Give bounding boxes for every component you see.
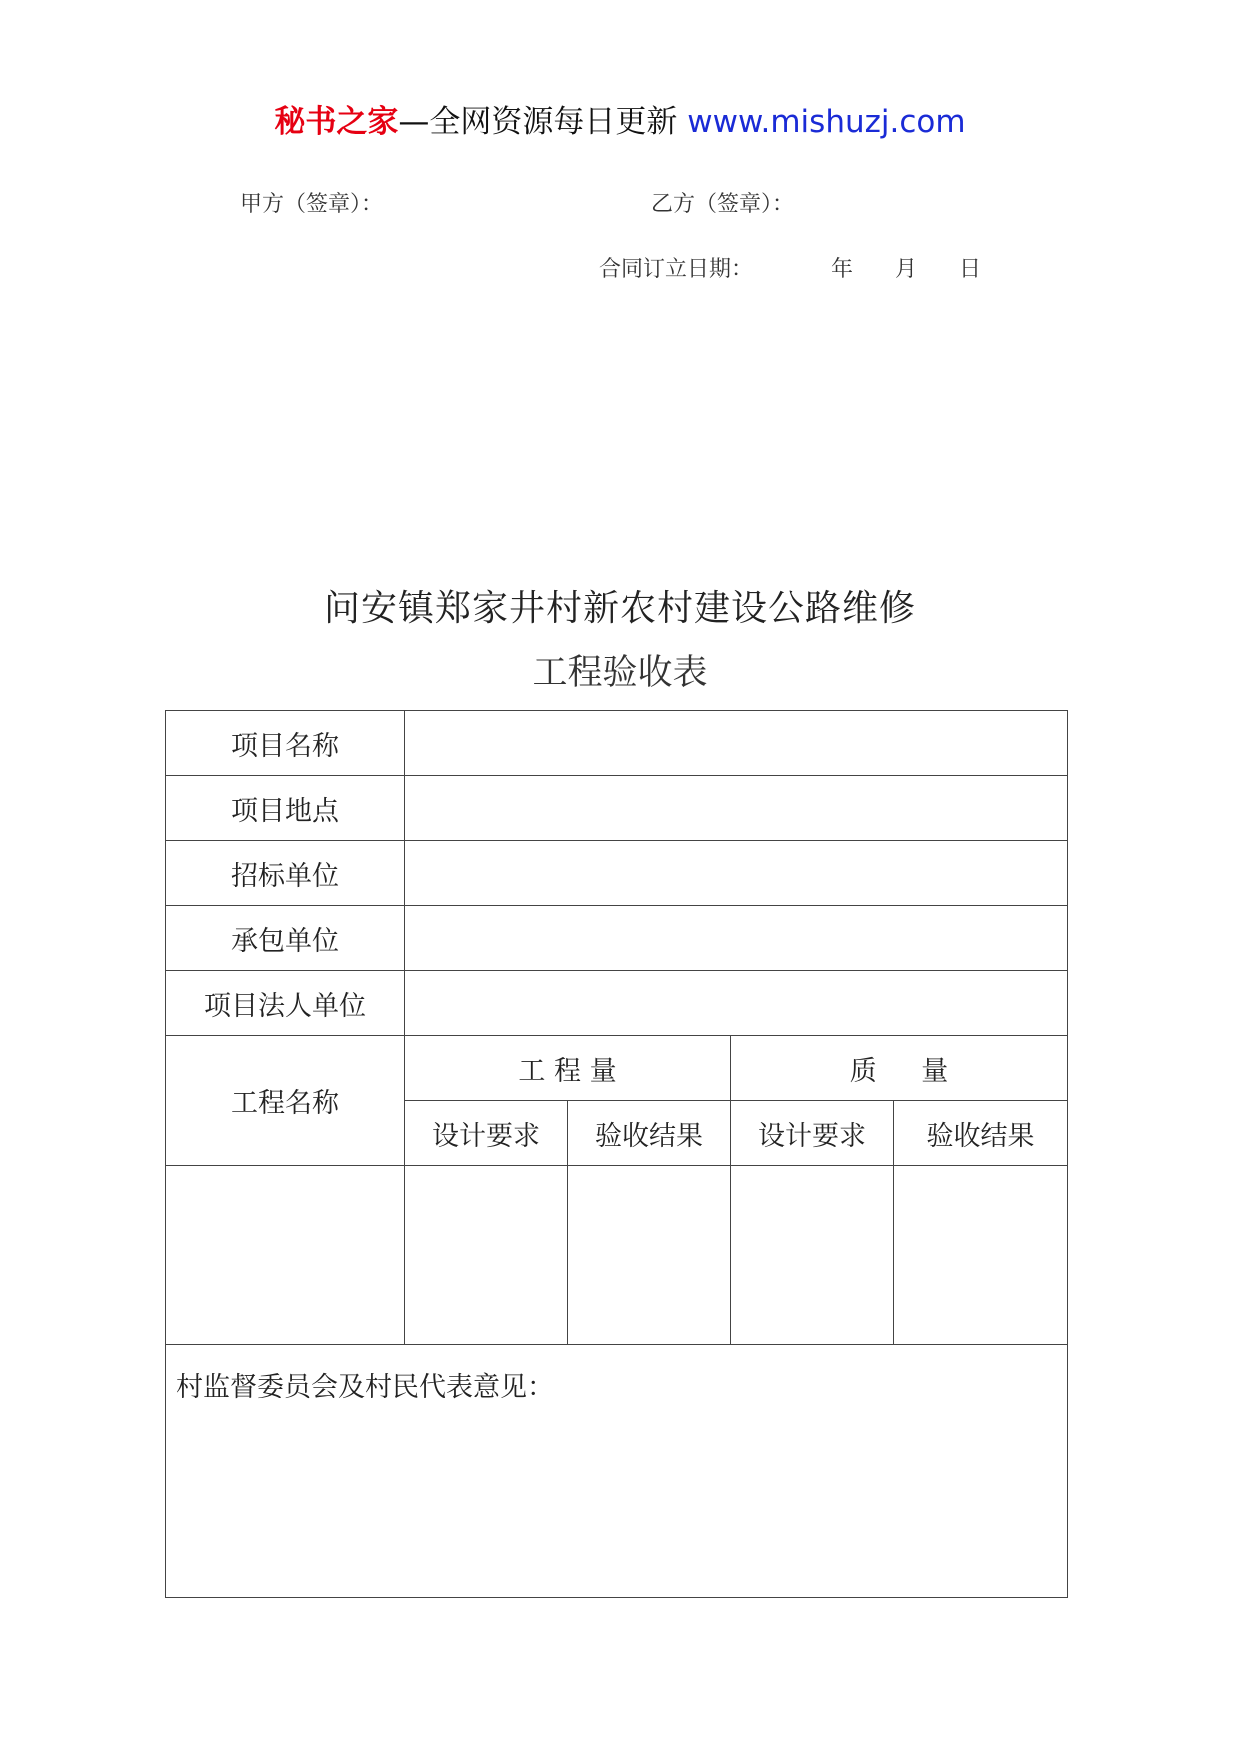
date-year-label: 年 (831, 257, 854, 282)
contract-date-row (599, 255, 981, 285)
header-row (166, 1036, 1068, 1101)
opinion-cell[interactable] (166, 1345, 1068, 1598)
banner-slogan: —全网资源每日更新 (398, 104, 678, 140)
date-month-label: 月 (895, 257, 918, 282)
project-name-entry-cell[interactable] (166, 1166, 405, 1345)
form-row (166, 776, 1068, 841)
form-row (166, 906, 1068, 971)
quality-result-entry-cell[interactable] (894, 1166, 1068, 1345)
contract-date-label: 合同订立日期： (599, 257, 754, 282)
project-name-field[interactable] (405, 711, 1068, 776)
legal-entity-field[interactable] (405, 971, 1068, 1036)
site-banner (0, 100, 1240, 144)
data-entry-row (166, 1166, 1068, 1345)
form-row-label: 承包单位 (166, 906, 405, 971)
quality-design-entry-cell[interactable] (731, 1166, 894, 1345)
form-row-label: 招标单位 (166, 841, 405, 906)
quantity-header: 工 程 量 (405, 1036, 731, 1101)
form-row-label: 项目地点 (166, 776, 405, 841)
opinion-label: 村监督委员会及村民代表意见： (176, 1372, 554, 1403)
party-b-signature: 乙方（签章）： (651, 192, 795, 217)
quality-header: 质 量 (731, 1036, 1068, 1101)
party-a-signature: 甲方（签章）： (240, 192, 384, 217)
form-row (166, 971, 1068, 1036)
form-row (166, 841, 1068, 906)
quantity-design-entry-cell[interactable] (405, 1166, 568, 1345)
form-row-label: 项目法人单位 (166, 971, 405, 1036)
project-name-header: 工程名称 (166, 1036, 405, 1166)
document-subtitle: 工程验收表 (532, 653, 708, 693)
quality-acceptance-result-header: 验收结果 (894, 1101, 1068, 1166)
date-day-label: 日 (959, 257, 982, 282)
acceptance-form-table (165, 710, 1068, 1598)
contractor-unit-field[interactable] (405, 906, 1068, 971)
quantity-acceptance-result-header: 验收结果 (568, 1101, 731, 1166)
project-location-field[interactable] (405, 776, 1068, 841)
quantity-result-entry-cell[interactable] (568, 1166, 731, 1345)
site-url-link[interactable]: www.mishuzj.com (687, 104, 966, 140)
document-title: 问安镇郑家井村新农村建设公路维修 (323, 588, 916, 629)
brand-name: 秘书之家 (274, 104, 399, 140)
form-row (166, 711, 1068, 776)
opinion-row (166, 1345, 1068, 1598)
form-row-label: 项目名称 (166, 711, 405, 776)
quality-design-requirement-header: 设计要求 (731, 1101, 894, 1166)
tendering-unit-field[interactable] (405, 841, 1068, 906)
quantity-design-requirement-header: 设计要求 (405, 1101, 568, 1166)
